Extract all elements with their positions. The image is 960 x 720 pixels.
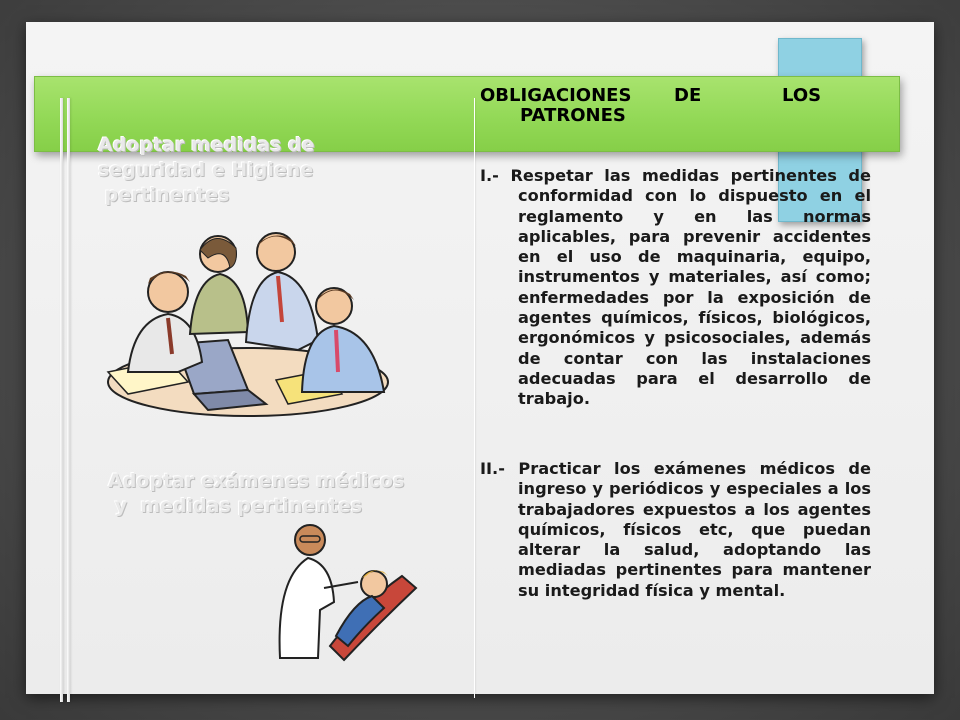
column-divider (474, 98, 475, 698)
office-meeting-clipart-icon (98, 222, 390, 418)
patient-head (361, 571, 387, 597)
title-word-1: OBLIGACIONES (480, 85, 632, 106)
title-word-2: DE (674, 85, 702, 106)
caption-medical-line2: y medidas pertinentes (108, 495, 363, 517)
dentist-coat (280, 558, 334, 658)
caption-safety-line2: seguridad e Higiene (98, 159, 314, 181)
title-line-2: PATRONES (520, 105, 626, 126)
obligation-paragraph-1: I.- Respetar las medidas pertinentes de conformidad con lo dispuesto en el reglamento y en las normas aplicables, para prevenir accidentes en el uso de maquinaria, equipo, instrumentos y materiales, así como; enfermedades por la exposición de agentes químicos, físicos, biológicos, ergonómicos y psicosociales, además de contar con las instalaciones adecuadas para el desarrollo de trabajo. (480, 166, 871, 409)
title-word-3: LOS (782, 85, 822, 106)
slide-title (480, 86, 870, 126)
caption-safety-line1: Adoptar medidas de (98, 134, 315, 156)
left-decor-line-1 (60, 98, 63, 702)
obligation-paragraph-2: II.- Practicar los exámenes médicos de ingreso y periódicos y especiales a los trabajadores expuestos a los agentes químicos, físicos etc, que puedan alterar la salud, adoptando las mediadas pertinentes para mantener su integridad física y mental. (480, 459, 871, 600)
person-tie (336, 330, 338, 372)
dentist-clipart-icon (262, 518, 422, 664)
person-body (190, 274, 248, 334)
left-decor-line-2 (67, 98, 70, 702)
caption-medical-line1: Adoptar exámenes médicos (108, 470, 405, 492)
caption-safety-line3: pertinentes (98, 184, 230, 206)
